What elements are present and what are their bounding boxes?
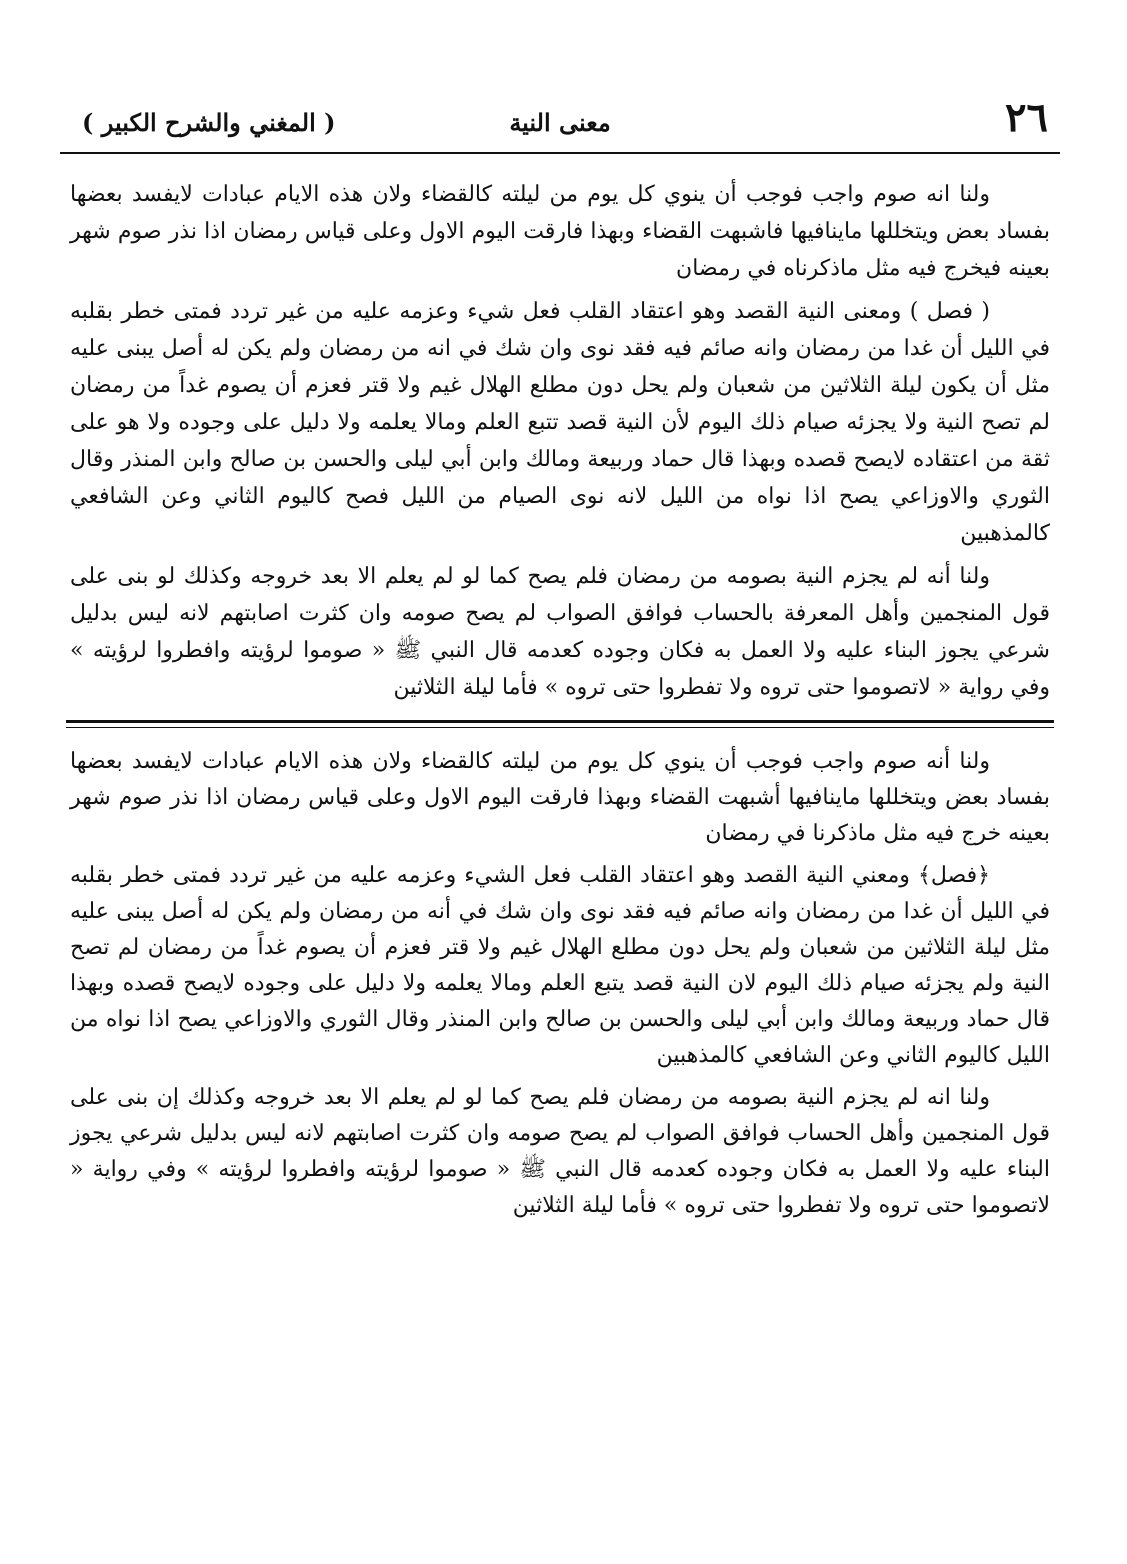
paragraph: ﴿فصل﴾ ومعني النية القصد وهو اعتقاد القلب فعل الشيء وعزمه عليه من غير تردد فمتى خطر بقلبه في الليل أن غدا من رمضان وانه صائم فيه فقد نوى وان شك في أنه من رمضان ولم يكن له أصل يبنى عليه مثل ليلة الثلاثين من شعبان ولم يحل دون مطلع الهلال غيم ولا قتر فعزم أن يصوم غداً من رمضان لم تصح النية ولم يجزئه صيام ذلك اليوم لان النية قصد يتبع العلم ومالا يعلمه ولا دليل على وجوده لايصح قصده وبهذا قال حماد وربيعة ومالك وابن أبي ليلى والحسن بن صالح وابن المنذر وقال الثوري والاوزاعي يصح اذا نواه من الليل كاليوم الثاني وعن الشافعي كالمذهبين	[70, 863, 1050, 1068]
paragraph: ولنا أنه لم يجزم النية بصومه من رمضان فلم يصح كما لو لم يعلم الا بعد خروجه وكذلك لو بنى على قول المنجمين وأهل المعرفة بالحساب فوافق الصواب لم يصح صومه وان كثرت اصابتهم لانه ليس بدليل شرعي يجوز البناء عليه ولا العمل به فكان وجوده كعدمه قال النبي ﷺ « صوموا لرؤيته وافطروا لرؤيته » وفي رواية « لاتصوموا حتى تروه ولا تفطروا حتى تروه » فأما ليلة الثلاثين	[70, 564, 1050, 700]
book-title: ( المغني والشرح الكبير )	[82, 108, 336, 137]
section-divider	[66, 720, 1054, 728]
text-block-bottom	[60, 744, 1060, 1224]
book-page	[60, 94, 1060, 1230]
paragraph: ولنا انه لم يجزم النية بصومه من رمضان فلم يصح كما لو لم يعلم الا بعد خروجه وكذلك إن بنى على قول المنجمين وأهل الحساب فوافق الصواب لم يصح صومه وان كثرت اصابتهم لانه ليس بدليل شرعي يجوز البناء عليه ولا العمل به فكان وجوده كعدمه قال النبي ﷺ « صوموا لرؤيته وافطروا لرؤيته » وفي رواية « لاتصوموا حتى تروه ولا تفطروا حتى تروه » فأما ليلة الثلاثين	[70, 1085, 1050, 1218]
text-block-top	[60, 176, 1060, 706]
page-header	[60, 94, 1060, 154]
page-number: ٢٦	[1005, 94, 1048, 141]
paragraph: ( فصل ) ومعنى النية القصد وهو اعتقاد القلب فعل شيء وعزمه عليه من غير تردد فمتى خطر بقلبه في الليل أن غدا من رمضان وانه صائم فيه فقد نوى وان شك في انه من رمضان ولم يكن له أصل يبنى عليه مثل أن يكون ليلة الثلاثين من شعبان ولم يحل دون مطلع الهلال غيم ولا قتر فعزم أن يصوم غداً من رمضان لم تصح النية ولا يجزئه صيام ذلك اليوم لأن النية قصد تتبع العلم ومالا يعلمه ولا دليل على وجوده ولا هو على ثقة من اعتقاده لايصح قصده وبهذا قال حماد وربيعة ومالك وابن أبي ليلى والحسن بن صالح وابن المنذر وقال الثوري والاوزاعي يصح اذا نواه من الليل لانه نوى الصيام من الليل فصح كاليوم الثاني وعن الشافعي كالمذهبين	[70, 299, 1050, 546]
paragraph: ولنا أنه صوم واجب فوجب أن ينوي كل يوم من ليلته كالقضاء ولان هذه الايام عبادات لايفسد بعضها بفساد بعض ويتخللها ماينافيها أشبهت القضاء وبهذا فارقت اليوم الاول وعلى قياس رمضان اذا نذر صوم شهر بعينه خرج فيه مثل ماذكرنا في رمضان	[70, 749, 1050, 846]
paragraph: ولنا انه صوم واجب فوجب أن ينوي كل يوم من ليلته كالقضاء ولان هذه الايام عبادات لايفسد بعضها بفساد بعض ويتخللها ماينافيها فاشبهت القضاء وبهذا فارقت اليوم الاول وعلى قياس رمضان اذا نذر صوم شهر بعينه فيخرج فيه مثل ماذكرناه في رمضان	[70, 182, 1050, 281]
section-title: معنى النية	[509, 108, 611, 137]
